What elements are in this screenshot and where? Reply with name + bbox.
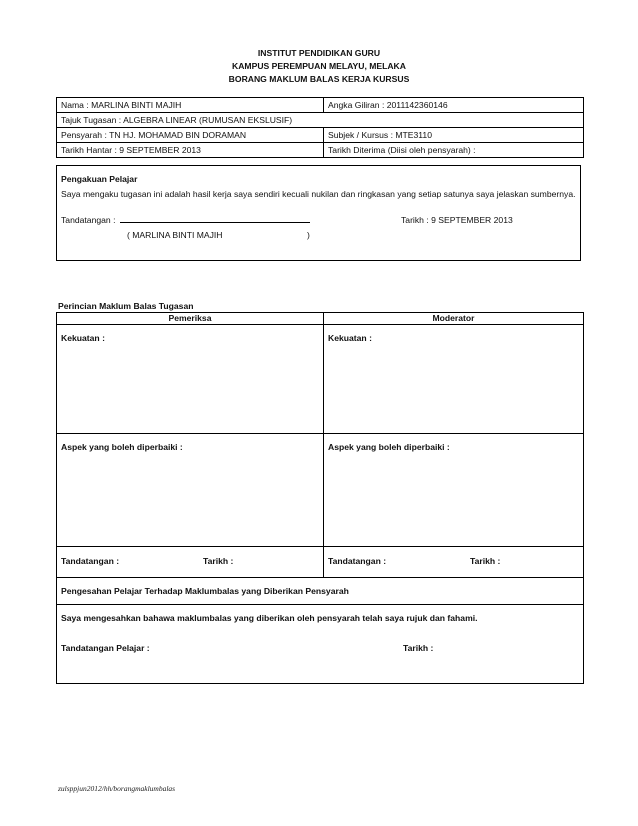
declaration-date: Tarikh : 9 SEPTEMBER 2013 (401, 215, 513, 225)
student-declaration-box (56, 165, 581, 261)
student-date-label: Tarikh : (403, 643, 434, 653)
declaration-text: Saya mengaku tugasan ini adalah hasil kerja saya sendiri kecuali nukilan dan ringkasan yang setiap satunya saya jelaskan sumbernya. (61, 189, 576, 199)
moderator-signature-cell (324, 547, 584, 578)
course-code: Subjek / Kursus : MTE3110 (324, 128, 584, 143)
examiner-column-header: Pemeriksa (57, 313, 324, 325)
campus-name: KAMPUS PEREMPUAN MELAYU, MELAKA (232, 61, 406, 71)
declaration-signature-row (61, 213, 576, 228)
examiner-improvements: Aspek yang boleh diperbaiki : (57, 434, 324, 547)
student-confirmation-text: Saya mengesahkan bahawa maklumbalas yang diberikan oleh pensyarah telah saya rujuk dan fahami. (61, 613, 478, 623)
declaration-title: Pengakuan Pelajar (61, 174, 138, 184)
student-info-table (56, 97, 584, 158)
document-footer: zulsppjun2012/hh/borangmaklumbalas (58, 784, 176, 793)
feedback-section-title: Perincian Maklum Balas Tugasan (58, 301, 194, 311)
signature-label: Tandatangan : (61, 215, 116, 225)
document-header (0, 47, 638, 86)
moderator-column-header: Moderator (324, 313, 584, 325)
moderator-improvements: Aspek yang boleh diperbaiki : (324, 434, 584, 547)
submission-date: Tarikh Hantar : 9 SEPTEMBER 2013 (57, 143, 324, 158)
examiner-strengths: Kekuatan : (57, 325, 324, 434)
examiner-date-label: Tarikh : (203, 556, 234, 566)
form-title: BORANG MAKLUM BALAS KERJA KURSUS (228, 74, 410, 84)
received-date: Tarikh Diterima (Diisi oleh pensyarah) : (324, 143, 584, 158)
student-index-number: Angka Giliran : 2011142360146 (324, 98, 584, 113)
student-confirmation-title: Pengesahan Pelajar Terhadap Maklumbalas yang Diberikan Pensyarah (57, 578, 584, 605)
student-confirmation-signature-row (61, 643, 579, 655)
institution-name: INSTITUT PENDIDIKAN GURU (257, 48, 381, 58)
moderator-date-label: Tarikh : (470, 556, 501, 566)
moderator-signature-label: Tandatangan : (328, 556, 387, 566)
signatory-name: ( MARLINA BINTI MAJIH (127, 230, 223, 240)
student-signature-label: Tandatangan Pelajar : (61, 643, 150, 653)
declaration-name-row (61, 228, 576, 243)
examiner-signature-label: Tandatangan : (61, 556, 120, 566)
examiner-signature-cell (57, 547, 324, 578)
signature-line (120, 213, 310, 223)
student-name: Nama : MARLINA BINTI MAJIH (57, 98, 324, 113)
lecturer-name: Pensyarah : TN HJ. MOHAMAD BIN DORAMAN (57, 128, 324, 143)
student-confirmation-cell (57, 605, 584, 684)
signatory-name-close: ) (307, 230, 310, 240)
feedback-table (56, 312, 584, 684)
assignment-title: Tajuk Tugasan : ALGEBRA LINEAR (RUMUSAN EKSLUSIF) (57, 113, 584, 128)
moderator-strengths: Kekuatan : (324, 325, 584, 434)
